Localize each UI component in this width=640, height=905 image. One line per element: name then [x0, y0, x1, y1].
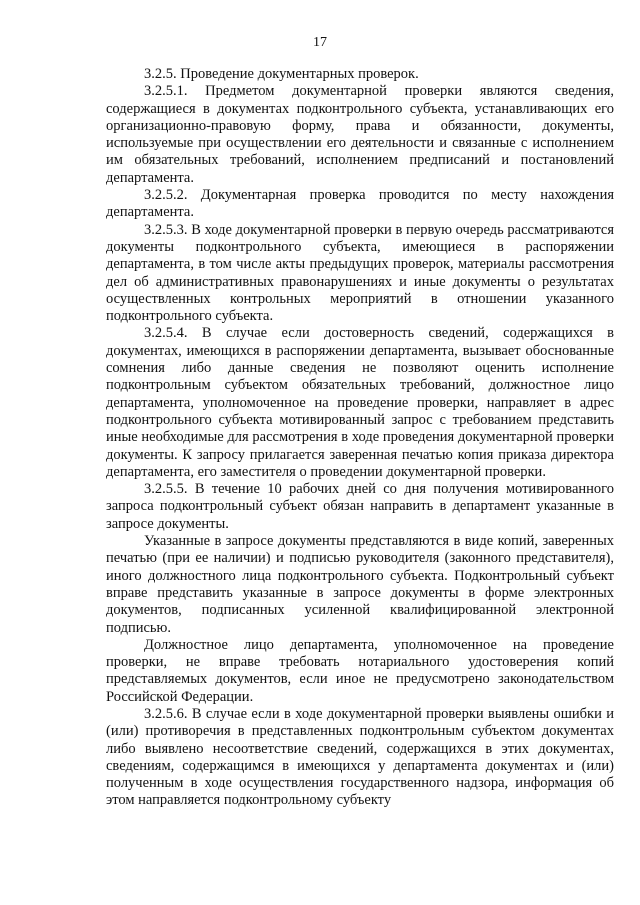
paragraph-3-2-5-5: 3.2.5.5. В течение 10 рабочих дней со дня получения мотивированного запроса подконтрольный субъект обязан направить в департамент указанные в запросе документы. — [106, 481, 614, 532]
page-number: 17 — [313, 35, 327, 50]
paragraph-copies-requirements: Указанные в запросе документы представляются в виде копий, заверенных печатью (при ее наличии) и подписью руководителя (законного представителя), иного должностного лица подконтрольного субъекта. Подконтрольный субъект вправе представить указанные в запросе документы в форме электронных документов, подписанных усиленной квалифицированной электронной подписью. — [106, 533, 614, 636]
paragraph-3-2-5-heading: 3.2.5. Проведение документарных проверок. — [144, 66, 419, 82]
paragraph-3-2-5-3: 3.2.5.3. В ходе документарной проверки в первую очередь рассматриваются документы подконтрольного субъекта, имеющиеся в распоряжении департамента, в том числе акты предыдущих проверок, материалы рассмотрения дел об административных правонарушениях и иные документы о результатах осуществленных контрольных мероприятий в отношении указанного подконтрольного субъекта. — [106, 221, 614, 325]
paragraph-3-2-5-2: 3.2.5.2. Документарная проверка проводится по месту нахождения департамента. — [106, 187, 614, 221]
paragraph-3-2-5-1: 3.2.5.1. Предметом документарной проверки являются сведения, содержащиеся в документах подконтрольного субъекта, устанавливающих его организационно-правовую форму, права и обязанности, документы, используемые при осуществлении его деятельности и связанные с исполнением им обязательных требований, исполнением предписаний и постановлений департамента. — [106, 83, 614, 186]
paragraph-notarial-restriction: Должностное лицо департамента, уполномоченное на проведение проверки, не вправе требовать нотариального удостоверения копий представляемых документов, если иное не предусмотрено законодательством Российской Федерации. — [106, 636, 614, 705]
paragraph-3-2-5-6: 3.2.5.6. В случае если в ходе документарной проверки выявлены ошибки и (или) противоречия в представленных подконтрольным субъектом документах либо выявлено несоответствие сведений, содержащихся в этих документах, сведениям, содержащимся в имеющихся у департамента документах и (или) полученным в ходе осуществления государственного надзора, информация об этом направляется подконтрольному субъекту — [106, 705, 614, 809]
paragraph-3-2-5-4: 3.2.5.4. В случае если достоверность сведений, содержащихся в документах, имеющихся в распоряжении департамента, вызывает обоснованные сомнения либо данные сведения не позволяют оценить исполнение подконтрольным субъектом обязательных требований, должностное лицо департамента, уполномоченное на проведение проверки, направляет в адрес подконтрольного субъекта мотивированный запрос с требованием представить иные необходимые для рассмотрения в ходе проведения документарной проверки документы. К запросу прилагается заверенная печатью копия приказа директора департамента, его заместителя о проведении документарной проверки. — [106, 325, 614, 480]
document-body — [106, 66, 614, 810]
